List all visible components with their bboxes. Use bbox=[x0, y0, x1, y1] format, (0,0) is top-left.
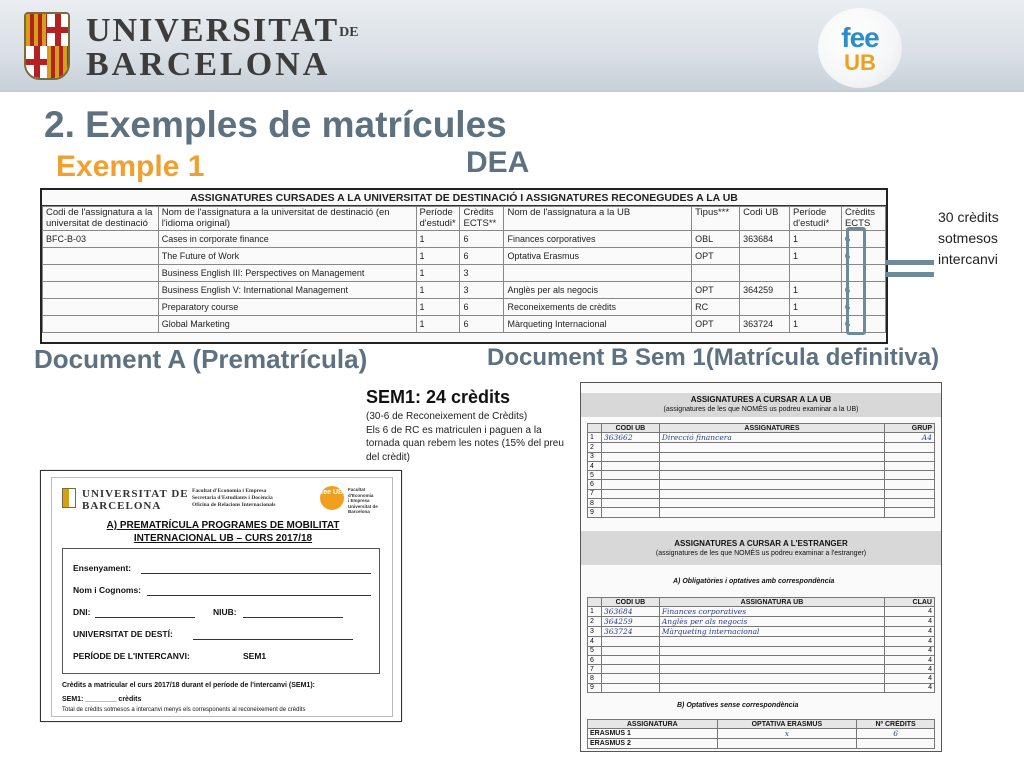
table-cell bbox=[659, 674, 884, 683]
fee-mini-label: Facultat d'Economia i Empresa Universitat de Barcelona bbox=[348, 487, 378, 514]
courses-table-header bbox=[43, 207, 886, 231]
table-cell: Business English III: Perspectives on Management bbox=[158, 265, 416, 282]
table-header-cell: Tipus*** bbox=[692, 207, 740, 231]
table-cell: 1 bbox=[416, 248, 460, 265]
table-cell bbox=[43, 282, 159, 299]
table-cell: OBL bbox=[692, 231, 740, 248]
ects-highlight-box bbox=[846, 227, 866, 335]
table-header-cell: Crèdits ECTS** bbox=[460, 207, 504, 231]
table-cell: OPT bbox=[692, 316, 740, 333]
table-cell: Cases in corporate finance bbox=[158, 231, 416, 248]
table-cell bbox=[659, 665, 884, 674]
table-header-row bbox=[588, 720, 935, 729]
doc-b-ub-table bbox=[587, 423, 935, 518]
field-ensenyament-label: Ensenyament: bbox=[73, 563, 132, 573]
table-row bbox=[588, 674, 935, 683]
table-cell: 4 bbox=[885, 617, 935, 627]
table-cell: The Future of Work bbox=[158, 248, 416, 265]
table-row bbox=[588, 655, 935, 664]
table-cell: 6 bbox=[857, 729, 935, 739]
table-cell: 1 bbox=[416, 316, 460, 333]
table-header-cell: Nº CRÈDITS bbox=[857, 720, 935, 729]
table-cell: 4 bbox=[588, 461, 602, 470]
table-cell: 6 bbox=[841, 231, 885, 248]
table-cell: 4 bbox=[885, 655, 935, 664]
doc-a-foot2: SEM1: ________ crèdits bbox=[62, 696, 142, 703]
table-cell: 363724 bbox=[601, 627, 659, 637]
table-row bbox=[588, 471, 935, 480]
doc-b-sub-a: A) Obligatòries i optatives amb correspondència bbox=[673, 578, 835, 585]
table-cell: Finances corporatives bbox=[504, 231, 692, 248]
table-header-cell: Nom de l'assignatura a la UB bbox=[504, 207, 692, 231]
table-cell bbox=[659, 655, 884, 664]
equals-bar-bottom bbox=[886, 272, 934, 277]
table-header-cell: CLAU bbox=[885, 598, 935, 607]
doc-b-abroad-table bbox=[587, 597, 935, 693]
table-cell bbox=[857, 739, 935, 748]
table-header-cell: Crèdits ECTS bbox=[841, 207, 885, 231]
table-cell: 1 bbox=[790, 231, 842, 248]
table-cell bbox=[659, 637, 884, 646]
table-cell: 6 bbox=[841, 316, 885, 333]
table-cell: Reconeixements de crèdits bbox=[504, 299, 692, 316]
table-cell bbox=[659, 508, 884, 517]
table-cell bbox=[692, 265, 740, 282]
table-cell bbox=[601, 489, 659, 498]
table-row bbox=[588, 443, 935, 452]
table-row bbox=[43, 265, 886, 282]
table-cell bbox=[659, 499, 884, 508]
table-cell: 363684 bbox=[740, 231, 790, 248]
table-cell: 7 bbox=[588, 665, 602, 674]
table-row bbox=[588, 461, 935, 470]
table-cell bbox=[659, 683, 884, 692]
table-row bbox=[43, 299, 886, 316]
table-cell: 3 bbox=[588, 627, 602, 637]
table-cell: A4 bbox=[885, 433, 935, 443]
table-cell bbox=[43, 265, 159, 282]
table-cell: 9 bbox=[588, 508, 602, 517]
table-cell bbox=[659, 480, 884, 489]
table-cell: 6 bbox=[588, 655, 602, 664]
table-cell: ERASMUS 2 bbox=[588, 739, 718, 748]
dea-label: DEA bbox=[466, 146, 530, 179]
doc-a-foot3: Total de crèdits sotmesos a intercanvi menys els corresponents al reconeixement de crèdits bbox=[62, 707, 306, 713]
table-cell: 3 bbox=[460, 282, 504, 299]
table-cell bbox=[601, 655, 659, 664]
table-cell: 363662 bbox=[601, 433, 659, 443]
table-header-cell: Codi UB bbox=[740, 207, 790, 231]
courses-table bbox=[42, 206, 886, 333]
table-cell: 2 bbox=[588, 617, 602, 627]
table-cell: Anglès per als negocis bbox=[659, 617, 884, 627]
table-cell: 4 bbox=[885, 637, 935, 646]
table-header-row bbox=[588, 598, 935, 607]
table-cell: OPT bbox=[692, 282, 740, 299]
field-universitat-label: UNIVERSITAT DE DESTÍ: bbox=[73, 629, 173, 639]
table-row bbox=[588, 607, 935, 617]
table-header-cell: ASSIGNATURA UB bbox=[659, 598, 884, 607]
table-cell bbox=[885, 452, 935, 461]
table-cell: 4 bbox=[885, 674, 935, 683]
table-row bbox=[588, 627, 935, 637]
doc-a-faculty: Facultat d'Economia i Empresa Secretaria d'Estudiants i Docència Oficina de Relacions Internacionals bbox=[192, 488, 276, 508]
table-cell bbox=[885, 471, 935, 480]
table-header-row bbox=[588, 424, 935, 433]
doc-b-band-abroad: ASSIGNATURES A CURSAR A L'ESTRANGER (assignatures de les que NOMÉS us podreu examinar a l'estranger) bbox=[581, 531, 941, 565]
table-cell: 1 bbox=[588, 433, 602, 443]
document-a-scan bbox=[40, 470, 402, 722]
table-row bbox=[43, 316, 886, 333]
table-cell: OPT bbox=[692, 248, 740, 265]
page-title: 2. Exemples de matrícules bbox=[44, 104, 507, 145]
table-cell: 3 bbox=[460, 265, 504, 282]
table-cell: 8 bbox=[588, 499, 602, 508]
fee-mini-logo: fee UB bbox=[320, 486, 344, 510]
sem-notes: (30-6 de Reconeixement de Crèdits) Els 6 de RC es matriculen i paguen a la tornada quan rebem les notes (15% del preu del crèdit) bbox=[366, 411, 564, 463]
ub-mini-shield-icon bbox=[62, 488, 76, 508]
field-dni-label: DNI: bbox=[73, 607, 91, 617]
table-header-cell: Període d'estudi* bbox=[790, 207, 842, 231]
table-cell bbox=[740, 265, 790, 282]
example-label: Exemple 1 bbox=[56, 150, 205, 183]
table-cell: 364259 bbox=[601, 617, 659, 627]
table-cell bbox=[659, 443, 884, 452]
table-cell: 5 bbox=[588, 471, 602, 480]
table-header-cell: GRUP bbox=[885, 424, 935, 433]
table-cell: 5 bbox=[588, 646, 602, 655]
table-header-cell: ASSIGNATURA bbox=[588, 720, 718, 729]
table-row bbox=[588, 433, 935, 443]
table-cell: 1 bbox=[588, 607, 602, 617]
table-cell bbox=[601, 499, 659, 508]
document-b-scan bbox=[580, 382, 942, 752]
table-row bbox=[588, 617, 935, 627]
fee-ub-logo: fee UB bbox=[818, 8, 902, 88]
table-cell bbox=[43, 316, 159, 333]
table-row bbox=[588, 646, 935, 655]
table-cell bbox=[885, 508, 935, 517]
table-cell: Optativa Erasmus bbox=[504, 248, 692, 265]
table-cell bbox=[740, 299, 790, 316]
table-row bbox=[588, 739, 935, 748]
doc-b-sub-b: B) Optatives sense correspondència bbox=[677, 702, 799, 709]
table-cell: 4 bbox=[885, 665, 935, 674]
doc-a-form-box bbox=[62, 548, 380, 674]
table-header-cell: OPTATIVA ERASMUS bbox=[717, 720, 857, 729]
table-cell bbox=[601, 480, 659, 489]
table-cell: RC bbox=[692, 299, 740, 316]
table-cell: 6 bbox=[460, 231, 504, 248]
table-cell: Business English V: International Management bbox=[158, 282, 416, 299]
doc-b-erasmus-table bbox=[587, 719, 935, 749]
doc-a-form-title-1: A) PREMATRÍCULA PROGRAMES DE MOBILITAT bbox=[106, 520, 340, 531]
equals-bar-top bbox=[886, 260, 934, 265]
doc-a-ub-name1: UNIVERSITAT DE bbox=[82, 488, 189, 500]
table-header-cell bbox=[588, 424, 602, 433]
table-cell: 1 bbox=[416, 282, 460, 299]
table-row bbox=[588, 489, 935, 498]
table-cell: 364259 bbox=[740, 282, 790, 299]
table-cell bbox=[885, 489, 935, 498]
table-row bbox=[588, 480, 935, 489]
table-cell: Anglès per als negocis bbox=[504, 282, 692, 299]
table-cell bbox=[601, 461, 659, 470]
table-cell bbox=[659, 646, 884, 655]
table-cell bbox=[601, 443, 659, 452]
table-cell: 6 bbox=[588, 480, 602, 489]
table-cell: 2 bbox=[588, 443, 602, 452]
table-cell: 1 bbox=[790, 282, 842, 299]
table-cell bbox=[601, 452, 659, 461]
table-cell bbox=[43, 248, 159, 265]
table-cell: 1 bbox=[790, 299, 842, 316]
table-header-cell: Codi de l'assignatura a la universitat de destinació bbox=[43, 207, 159, 231]
table-row bbox=[43, 282, 886, 299]
table-cell bbox=[740, 248, 790, 265]
header-banner bbox=[0, 0, 1024, 92]
table-cell: 6 bbox=[841, 282, 885, 299]
table-cell bbox=[790, 265, 842, 282]
table-cell: 1 bbox=[416, 265, 460, 282]
table-header-cell: Període d'estudi* bbox=[416, 207, 460, 231]
table-cell: 6 bbox=[460, 248, 504, 265]
table-cell bbox=[885, 499, 935, 508]
table-header-cell: CODI UB bbox=[601, 424, 659, 433]
table-row bbox=[43, 248, 886, 265]
table-cell: 4 bbox=[885, 627, 935, 637]
courses-table-scan bbox=[40, 188, 888, 344]
doc-a-ub-name2: BARCELONA bbox=[82, 500, 162, 512]
field-nom-label: Nom i Cognoms: bbox=[73, 585, 141, 595]
field-niub-label: NIUB: bbox=[213, 607, 237, 617]
table-cell: BFC-B-03 bbox=[43, 231, 159, 248]
table-cell: Màrqueting internacional bbox=[659, 627, 884, 637]
table-row bbox=[588, 508, 935, 517]
table-cell: 363724 bbox=[740, 316, 790, 333]
table-cell: Finances corporatives bbox=[659, 607, 884, 617]
table-cell bbox=[885, 461, 935, 470]
table-row bbox=[588, 637, 935, 646]
table-cell bbox=[601, 674, 659, 683]
ub-name-line2: BARCELONA bbox=[86, 46, 331, 83]
table-cell bbox=[504, 265, 692, 282]
table-cell: Global Marketing bbox=[158, 316, 416, 333]
table-cell: 4 bbox=[885, 646, 935, 655]
table-cell bbox=[717, 739, 857, 748]
table-cell bbox=[601, 637, 659, 646]
document-a-title: Document A (Prematrícula) bbox=[34, 344, 368, 374]
ub-name-line1: UNIVERSITATDE bbox=[86, 12, 359, 49]
table-cell: 1 bbox=[416, 231, 460, 248]
field-periode-value: SEM1 bbox=[243, 651, 267, 661]
table-cell bbox=[601, 683, 659, 692]
document-b-title: Document B Sem 1(Matrícula definitiva) bbox=[487, 344, 940, 371]
table-cell: 8 bbox=[588, 674, 602, 683]
credits-note: 30 crèdits sotmesos intercanvi bbox=[938, 209, 999, 267]
ub-shield-logo bbox=[24, 12, 70, 80]
field-periode-label: PERÍODE DE L'INTERCANVI: bbox=[73, 651, 190, 661]
table-cell: 7 bbox=[588, 489, 602, 498]
table-cell: 6 bbox=[841, 299, 885, 316]
sem-credits-title: SEM1: 24 crèdits bbox=[366, 387, 511, 407]
table-cell: 4 bbox=[588, 637, 602, 646]
courses-table-title: ASSIGNATURES CURSADES A LA UNIVERSITAT DE DESTINACIÓ I ASSIGNATURES RECONEGUDES A LA UB bbox=[42, 190, 886, 206]
doc-a-foot1: Crèdits a matricular el curs 2017/18 durant el període de l'intercanvi (SEM1): bbox=[62, 682, 315, 689]
table-cell: 1 bbox=[790, 248, 842, 265]
table-cell bbox=[601, 471, 659, 480]
table-cell bbox=[659, 452, 884, 461]
table-row bbox=[588, 683, 935, 692]
table-row bbox=[588, 452, 935, 461]
table-cell bbox=[43, 299, 159, 316]
table-cell bbox=[601, 665, 659, 674]
table-cell bbox=[659, 461, 884, 470]
table-row bbox=[588, 729, 935, 739]
table-row bbox=[588, 499, 935, 508]
table-cell: 4 bbox=[885, 607, 935, 617]
table-cell: ERASMUS 1 bbox=[588, 729, 718, 739]
table-cell bbox=[601, 646, 659, 655]
table-cell: 1 bbox=[416, 299, 460, 316]
table-cell: Preparatory course bbox=[158, 299, 416, 316]
doc-a-form-title-2: INTERNACIONAL UB – CURS 2017/18 bbox=[133, 533, 313, 544]
table-cell: 363684 bbox=[601, 607, 659, 617]
table-cell: Màrqueting Internacional bbox=[504, 316, 692, 333]
table-row bbox=[43, 231, 886, 248]
table-header-cell bbox=[588, 598, 602, 607]
table-row bbox=[588, 665, 935, 674]
table-header-cell: CODI UB bbox=[601, 598, 659, 607]
table-header-cell: ASSIGNATURES bbox=[659, 424, 884, 433]
table-cell: 6 bbox=[460, 299, 504, 316]
table-cell: 1 bbox=[790, 316, 842, 333]
table-cell: 3 bbox=[588, 452, 602, 461]
table-cell bbox=[659, 489, 884, 498]
table-cell bbox=[885, 480, 935, 489]
table-cell: 6 bbox=[841, 248, 885, 265]
table-cell: 4 bbox=[885, 683, 935, 692]
table-cell bbox=[659, 471, 884, 480]
table-header-cell: Nom de l'assignatura a la universitat de destinació (en l'idioma original) bbox=[158, 207, 416, 231]
table-cell: Direcció financera bbox=[659, 433, 884, 443]
table-cell: x bbox=[717, 729, 857, 739]
doc-b-band-ub: ASSIGNATURES A CURSAR A LA UB (assignatures de les que NOMÉS us podreu examinar a la UB) bbox=[581, 393, 941, 417]
table-cell bbox=[885, 443, 935, 452]
table-cell: 6 bbox=[460, 316, 504, 333]
table-cell bbox=[601, 508, 659, 517]
table-cell: 9 bbox=[588, 683, 602, 692]
